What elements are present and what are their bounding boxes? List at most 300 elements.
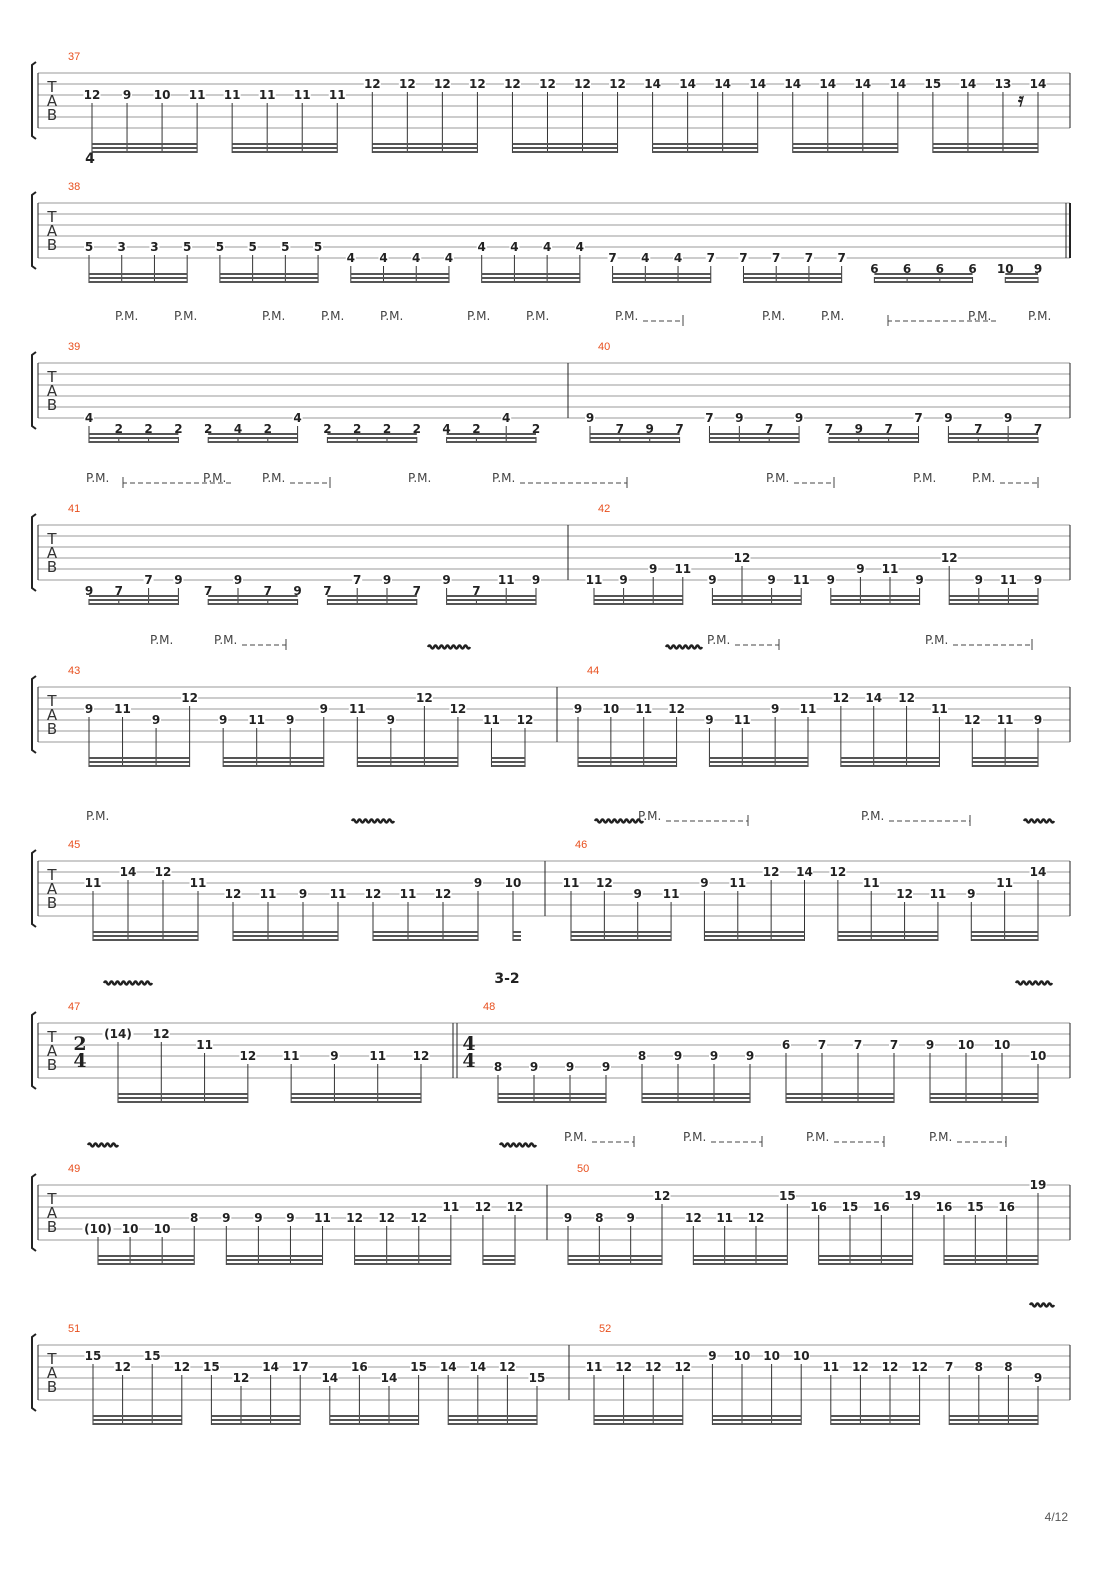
system-brace <box>32 192 36 269</box>
measure-number: 41 <box>68 503 81 515</box>
fret-number: 9 <box>293 584 302 598</box>
fret-number: 11 <box>248 713 266 727</box>
palm-mute-label: P.M. <box>707 633 731 647</box>
tab-clef-letter: A <box>46 706 58 724</box>
fret-number: 10 <box>763 1349 780 1363</box>
fret-number: 11 <box>585 1360 603 1374</box>
fret-number: 12 <box>469 77 486 91</box>
fret-number: 11 <box>258 88 276 102</box>
fret-number: 14 <box>321 1371 339 1385</box>
palm-mute-label: P.M. <box>638 809 662 823</box>
fret-number: 7 <box>804 251 814 265</box>
palm-mute-label: P.M. <box>1028 309 1052 323</box>
fret-number: 12 <box>173 1360 191 1374</box>
fret-number: 7 <box>817 1038 827 1052</box>
fret-number: 7 <box>144 573 153 587</box>
palm-mute-label: P.M. <box>821 309 845 323</box>
fret-number: 9 <box>645 422 654 436</box>
tab-clef-letter: B <box>46 720 58 738</box>
rest-symbol: 𝄿 <box>1018 89 1024 111</box>
tab-clef-letter: T <box>47 866 57 884</box>
fret-number: 9 <box>856 562 865 576</box>
fret-number: 7 <box>706 251 715 265</box>
measure-number: 51 <box>68 1323 81 1335</box>
fret-number: 12 <box>762 865 780 879</box>
fret-number: 10 <box>153 88 171 102</box>
fret-number: 12 <box>615 1360 632 1374</box>
tab-clef-letter: B <box>46 558 58 576</box>
fret-number: 6 <box>902 262 912 276</box>
fret-number: 11 <box>399 887 417 901</box>
fret-number: 12 <box>83 88 101 102</box>
fret-number: 8 <box>595 1211 604 1225</box>
fret-number: 9 <box>1033 1371 1043 1385</box>
fret-number: 4 <box>575 240 585 254</box>
fret-number: 10 <box>792 1349 810 1363</box>
fret-number: 2 <box>353 422 362 436</box>
fret-number: 11 <box>282 1049 300 1063</box>
fret-number: 9 <box>473 876 483 890</box>
fret-number: 9 <box>633 887 642 901</box>
fret-number: 7 <box>323 584 332 598</box>
vibrato-mark <box>428 646 470 649</box>
fret-number: 9 <box>442 573 451 587</box>
tab-clef-letter: B <box>46 1378 58 1396</box>
fret-number: 9 <box>84 584 94 598</box>
tab-clef-letter: A <box>46 92 58 110</box>
fret-number: 14 <box>380 1371 398 1385</box>
fret-number: 11 <box>799 702 817 716</box>
fret-number: 9 <box>585 411 595 425</box>
fret-number: 9 <box>967 887 976 901</box>
fret-number: 12 <box>747 1211 765 1225</box>
fret-number: 14 <box>1029 77 1047 91</box>
fret-number: 12 <box>609 77 626 91</box>
palm-mute-label: P.M. <box>86 471 110 485</box>
fret-number: 7 <box>412 584 421 598</box>
fret-number: 11 <box>1000 573 1017 587</box>
fret-number: 11 <box>562 876 580 890</box>
fret-number: 7 <box>705 411 714 425</box>
fret-number: 10 <box>957 1038 975 1052</box>
fret-number: 4 <box>346 251 355 265</box>
fret-number: 11 <box>369 1049 387 1063</box>
fret-number: 11 <box>792 573 810 587</box>
measure-number: 47 <box>68 1001 81 1013</box>
fret-number: 15 <box>203 1360 220 1374</box>
fret-number: 15 <box>924 77 942 91</box>
fret-number: 16 <box>872 1200 890 1214</box>
fret-number: 9 <box>735 411 744 425</box>
palm-mute-label: P.M. <box>968 309 992 323</box>
fret-number: 7 <box>204 584 213 598</box>
measure-number: 48 <box>483 1001 496 1013</box>
fret-number: 12 <box>506 1200 524 1214</box>
fret-number: 7 <box>472 584 481 598</box>
fret-number: 11 <box>483 713 500 727</box>
fret-number: 11 <box>862 876 880 890</box>
fret-number: 3 <box>150 240 159 254</box>
fret-number: 11 <box>328 88 346 102</box>
fret-number: 4 <box>444 251 454 265</box>
palm-mute-label: P.M. <box>262 309 286 323</box>
measure-number: 52 <box>599 1323 612 1335</box>
fret-number: 12 <box>829 865 847 879</box>
fret-number: 11 <box>293 88 311 102</box>
fret-number: (10) <box>84 1222 112 1236</box>
fret-number: 12 <box>733 551 751 565</box>
fret-number: 2 <box>114 422 123 436</box>
palm-mute-label: P.M. <box>929 1130 953 1144</box>
fret-number: 12 <box>596 876 613 890</box>
fret-number: 12 <box>434 887 452 901</box>
fret-number: 7 <box>765 422 774 436</box>
fret-number: 12 <box>516 713 534 727</box>
vibrato-mark <box>104 982 152 985</box>
fret-number: 12 <box>154 865 172 879</box>
fret-number: 8 <box>190 1211 199 1225</box>
fret-number: 9 <box>601 1060 611 1074</box>
fret-number: 14 <box>854 77 872 91</box>
fret-number: 5 <box>215 240 225 254</box>
tab-clef-letter: A <box>46 544 58 562</box>
measure-number: 38 <box>68 181 81 193</box>
fret-number: 2 <box>174 422 183 436</box>
fret-number: 4 <box>673 251 683 265</box>
fret-number: 16 <box>998 1200 1016 1214</box>
fret-number: 12 <box>449 702 467 716</box>
fret-number: 10 <box>121 1222 139 1236</box>
vibrato-mark <box>88 1144 118 1147</box>
vibrato-mark <box>352 820 394 823</box>
fret-number: 11 <box>674 562 692 576</box>
fret-number: 9 <box>573 702 583 716</box>
fret-number: 12 <box>898 691 915 705</box>
fret-number: 10 <box>733 1349 751 1363</box>
time-signature-top: 4 <box>462 1033 476 1055</box>
tab-clef-letter: A <box>46 1042 58 1060</box>
fret-number: 12 <box>364 887 382 901</box>
fret-number: 12 <box>644 1360 662 1374</box>
fret-number: 12 <box>881 1360 899 1374</box>
fret-number: 9 <box>626 1211 635 1225</box>
fret-number: 7 <box>945 1360 954 1374</box>
system-brace <box>32 62 36 139</box>
fret-number: 2 <box>531 422 541 436</box>
measure-number: 45 <box>68 839 81 851</box>
tab-clef-letter: T <box>47 1350 57 1368</box>
fret-number: 9 <box>705 713 714 727</box>
fret-number: 15 <box>143 1349 161 1363</box>
fret-number: 9 <box>767 573 776 587</box>
fret-number: 6 <box>935 262 945 276</box>
fret-number: 8 <box>1004 1360 1013 1374</box>
fret-number: 2 <box>472 422 481 436</box>
fret-number: 4 <box>233 422 243 436</box>
fret-number: 12 <box>940 551 958 565</box>
fret-number: 9 <box>925 1038 935 1052</box>
fret-number: 9 <box>1033 713 1043 727</box>
tab-clef-letter: T <box>47 530 57 548</box>
fret-number: 10 <box>153 1222 171 1236</box>
palm-mute-label: P.M. <box>766 471 790 485</box>
fret-number: 9 <box>745 1049 755 1063</box>
fret-number: 6 <box>870 262 879 276</box>
tab-clef-letter: B <box>46 1218 58 1236</box>
fret-number: 9 <box>974 573 983 587</box>
fret-number: 12 <box>114 1360 131 1374</box>
fret-number: 4 <box>477 240 486 254</box>
palm-mute-label: P.M. <box>615 309 639 323</box>
fret-number: 11 <box>188 88 206 102</box>
fret-number: 9 <box>563 1211 573 1225</box>
fret-number: 7 <box>772 251 781 265</box>
fret-number: 9 <box>944 411 953 425</box>
fret-number: 9 <box>770 702 780 716</box>
tab-clef-letter: T <box>47 368 57 386</box>
fret-number: 11 <box>329 887 347 901</box>
tab-clef-letter: B <box>46 236 58 254</box>
fret-number: 9 <box>386 713 396 727</box>
tab-clef-letter: A <box>46 880 58 898</box>
fret-number: 11 <box>729 876 747 890</box>
fret-number: 5 <box>84 240 94 254</box>
fret-number: 3 <box>117 240 126 254</box>
fret-number: 9 <box>151 713 161 727</box>
tab-clef-letter: A <box>46 222 58 240</box>
palm-mute-label: P.M. <box>214 633 238 647</box>
fret-number: 10 <box>996 262 1014 276</box>
fret-number: 12 <box>474 1200 492 1214</box>
system-brace <box>32 1174 36 1251</box>
fret-number: 11 <box>223 88 241 102</box>
fret-number: 9 <box>1033 262 1043 276</box>
fret-number: 4 <box>412 251 421 265</box>
fret-number: 9 <box>700 876 709 890</box>
fret-number: 9 <box>915 573 924 587</box>
fret-number: 5 <box>182 240 192 254</box>
fret-number: 12 <box>232 1371 250 1385</box>
fret-number: 9 <box>619 573 628 587</box>
fret-number: 12 <box>539 77 556 91</box>
fret-number: 17 <box>291 1360 309 1374</box>
measure-number: 46 <box>575 839 588 851</box>
fret-number: 9 <box>286 1211 295 1225</box>
fret-number: 7 <box>263 584 272 598</box>
fret-number: 6 <box>781 1038 791 1052</box>
page-number: 4/12 <box>1044 1510 1068 1524</box>
fret-number: 12 <box>398 77 416 91</box>
fret-number: 12 <box>504 77 521 91</box>
fret-number: 12 <box>181 691 198 705</box>
fret-number: 9 <box>531 573 541 587</box>
fret-number: 12 <box>674 1360 692 1374</box>
fret-number: 4 <box>510 240 519 254</box>
fret-number: 7 <box>739 251 748 265</box>
fret-number: 5 <box>248 240 257 254</box>
vibrato-mark <box>1030 1304 1054 1307</box>
fret-number: 14 <box>262 1360 279 1374</box>
fret-number: 8 <box>637 1049 647 1063</box>
fret-number: 7 <box>824 422 834 436</box>
fret-number: 12 <box>574 77 591 91</box>
fret-number: 5 <box>313 240 323 254</box>
fret-number: 10 <box>504 876 522 890</box>
fret-number: 11 <box>822 1360 840 1374</box>
fret-number: 15 <box>778 1189 796 1203</box>
fret-number: 4 <box>542 240 552 254</box>
fret-number: 4 <box>293 411 302 425</box>
fret-number: 13 <box>994 77 1012 91</box>
fret-number: 12 <box>668 702 685 716</box>
fret-number: 9 <box>708 1349 717 1363</box>
fret-number: 15 <box>410 1360 427 1374</box>
palm-mute-label: P.M. <box>526 309 550 323</box>
fret-number: 15 <box>84 1349 102 1363</box>
fret-number: 9 <box>218 713 228 727</box>
measure-number: 40 <box>598 341 611 353</box>
fret-number: 7 <box>889 1038 899 1052</box>
fret-number: 9 <box>222 1211 231 1225</box>
fret-number: 12 <box>378 1211 396 1225</box>
system-brace <box>32 676 36 753</box>
vibrato-mark <box>666 646 702 649</box>
palm-mute-label: P.M. <box>380 309 404 323</box>
fret-number: 9 <box>794 411 804 425</box>
fret-number: 14 <box>679 77 696 91</box>
fret-number: 9 <box>565 1060 575 1074</box>
fret-number: 12 <box>963 713 981 727</box>
palm-mute-label: P.M. <box>115 309 139 323</box>
fret-number: 12 <box>416 691 433 705</box>
fret-number: 4 <box>442 422 451 436</box>
fret-number: 7 <box>1033 422 1043 436</box>
fret-number: 15 <box>528 1371 546 1385</box>
palm-mute-label: P.M. <box>913 471 937 485</box>
palm-mute-label: P.M. <box>150 633 174 647</box>
fret-number: 4 <box>379 251 388 265</box>
tab-clef-letter: B <box>46 1056 58 1074</box>
fret-number: 9 <box>649 562 658 576</box>
fret-number: 10 <box>602 702 620 716</box>
fret-number: 7 <box>884 422 893 436</box>
fret-number: 12 <box>152 1027 170 1041</box>
fret-number: 4 <box>502 411 511 425</box>
fret-number: 12 <box>684 1211 702 1225</box>
tab-clef-letter: T <box>47 1190 57 1208</box>
palm-mute-label: P.M. <box>972 471 996 485</box>
palm-mute-label: P.M. <box>925 633 949 647</box>
fret-number: 4 <box>84 411 94 425</box>
system-brace <box>32 850 36 927</box>
fret-number: 7 <box>608 251 617 265</box>
fret-number: 11 <box>585 573 603 587</box>
fret-number: 14 <box>119 865 137 879</box>
fret-number: 11 <box>84 876 102 890</box>
palm-mute-label: P.M. <box>806 1130 830 1144</box>
fret-number: 14 <box>889 77 907 91</box>
system-brace <box>32 1012 36 1089</box>
fret-number: 6 <box>968 262 977 276</box>
measure-number: 50 <box>577 1163 590 1175</box>
fret-number: 2 <box>263 422 272 436</box>
fret-number: 16 <box>935 1200 953 1214</box>
fret-number: 11 <box>931 702 948 716</box>
system-brace <box>32 352 36 429</box>
fret-number: 11 <box>996 713 1014 727</box>
fret-number: 12 <box>363 77 381 91</box>
fret-number: 11 <box>348 702 366 716</box>
tab-clef-letter: T <box>47 208 57 226</box>
fret-number: 11 <box>996 876 1013 890</box>
fret-number: 14 <box>439 1360 457 1374</box>
palm-mute-label: P.M. <box>564 1130 588 1144</box>
fret-number: 2 <box>382 422 392 436</box>
measure-number: 49 <box>68 1163 81 1175</box>
fret-number: 12 <box>896 887 913 901</box>
fret-number: 11 <box>259 887 277 901</box>
fret-number: 14 <box>865 691 883 705</box>
fret-number: 11 <box>881 562 899 576</box>
fret-number: 12 <box>653 1189 671 1203</box>
fret-number: 7 <box>675 422 684 436</box>
palm-mute-label: P.M. <box>762 309 786 323</box>
fret-number: 19 <box>1029 1178 1047 1192</box>
fret-number: 7 <box>853 1038 863 1052</box>
section-label: 3-2 <box>494 971 520 987</box>
fret-number: 4 <box>641 251 650 265</box>
vibrato-mark <box>595 820 643 823</box>
fret-number: 9 <box>174 573 183 587</box>
palm-mute-label: P.M. <box>408 471 432 485</box>
fret-number: 12 <box>832 691 850 705</box>
fret-number: 9 <box>382 573 392 587</box>
fret-number: 11 <box>497 573 515 587</box>
fret-number: 9 <box>709 1049 719 1063</box>
fret-number: 9 <box>708 573 717 587</box>
fret-number: 8 <box>493 1060 503 1074</box>
fret-number: 7 <box>914 411 923 425</box>
fret-number: 9 <box>529 1060 539 1074</box>
fret-number: 8 <box>974 1360 983 1374</box>
fret-number: 14 <box>714 77 732 91</box>
palm-mute-label: P.M. <box>262 471 286 485</box>
fret-number: 11 <box>635 702 653 716</box>
fret-number: 10 <box>1029 1049 1047 1063</box>
tab-clef-letter: B <box>46 894 58 912</box>
fret-number: 9 <box>298 887 308 901</box>
fret-number: 9 <box>122 88 132 102</box>
fret-number: (14) <box>104 1027 132 1041</box>
palm-mute-label: P.M. <box>467 309 491 323</box>
fret-number: 7 <box>353 573 362 587</box>
fret-number: 9 <box>233 573 243 587</box>
vibrato-mark <box>1016 982 1052 985</box>
fret-number: 12 <box>224 887 242 901</box>
fret-number: 11 <box>114 702 131 716</box>
fret-number: 2 <box>204 422 213 436</box>
tab-clef-letter: T <box>47 78 57 96</box>
fret-number: 9 <box>826 573 835 587</box>
fret-number: 2 <box>323 422 332 436</box>
fret-number: 2 <box>412 422 421 436</box>
measure-number: 42 <box>598 503 611 515</box>
fret-number: 9 <box>854 422 863 436</box>
fret-number: 7 <box>974 422 983 436</box>
fret-number: 9 <box>673 1049 683 1063</box>
fret-number: 11 <box>196 1038 213 1052</box>
fret-number: 15 <box>841 1200 859 1214</box>
